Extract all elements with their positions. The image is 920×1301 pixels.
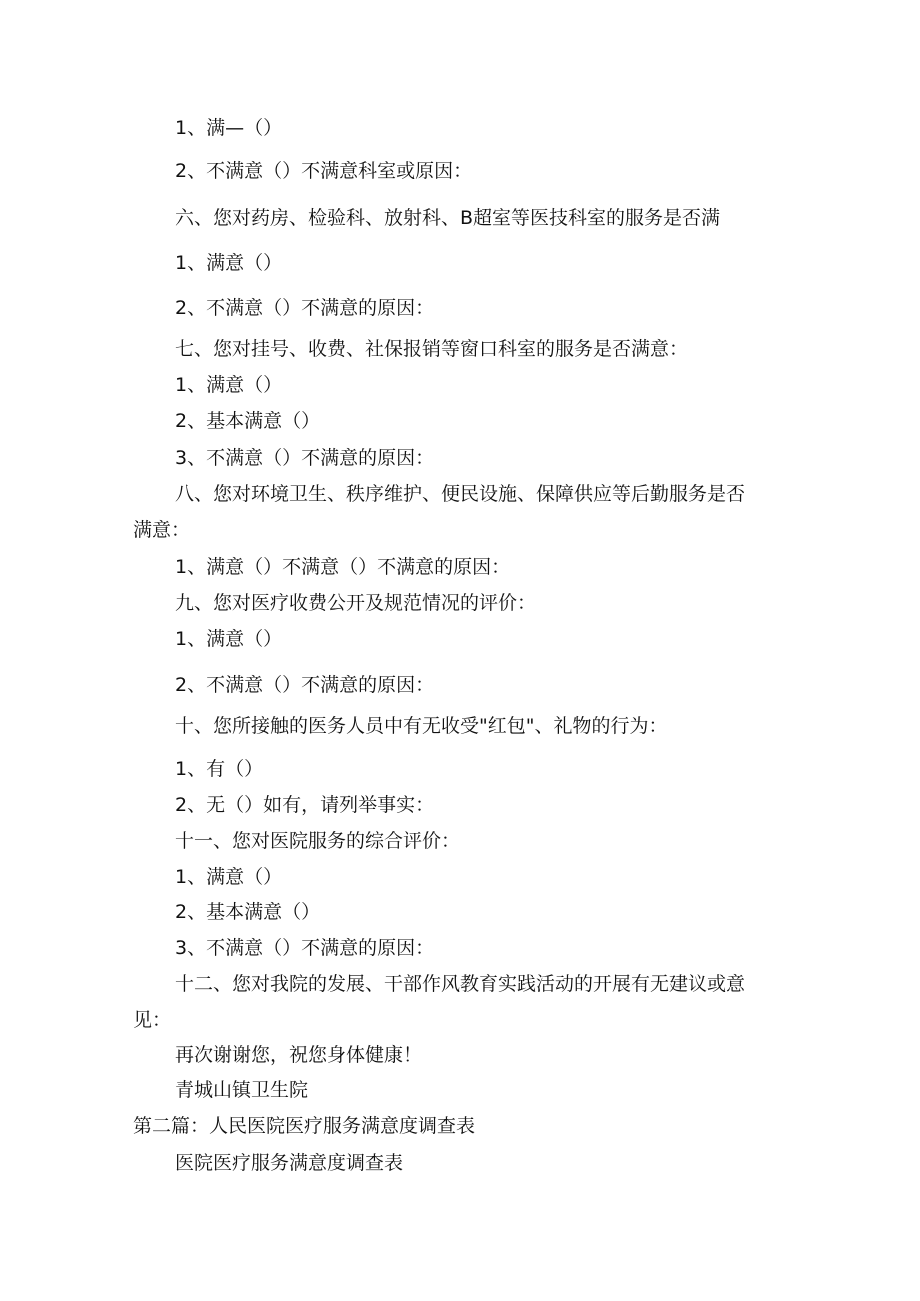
text-line: 2、不满意（）不满意科室或原因： [175, 160, 473, 182]
text-line: 1、满意（） [175, 374, 283, 396]
organization-name: 青城山镇卫生院 [175, 1079, 309, 1101]
text-line: 3、不满意（）不满意的原因： [175, 937, 435, 959]
text-line: 2、基本满意（） [175, 901, 321, 923]
text-line: 1、满意（） [175, 628, 283, 650]
chapter-heading: 第二篇：人民医院医疗服务满意度调查表 [133, 1115, 476, 1137]
text-line: 1、满—（） [175, 117, 283, 139]
text-line: 2、不满意（）不满意的原因： [175, 297, 435, 319]
section-heading: 七、您对挂号、收费、社保报销等窗口科室的服务是否满意： [175, 338, 689, 360]
text-line: 2、不满意（）不满意的原因： [175, 674, 435, 696]
text-line: 1、满意（） [175, 252, 283, 274]
text-line: 1、满意（）不满意（）不满意的原因： [175, 556, 511, 578]
document-title: 医院医疗服务满意度调查表 [175, 1152, 404, 1174]
text-line: 2、基本满意（） [175, 410, 321, 432]
section-heading-continuation: 满意： [133, 519, 191, 541]
section-heading: 十一、您对医院服务的综合评价： [175, 830, 461, 852]
section-heading: 六、您对药房、检验科、放射科、B超室等医技科室的服务是否满 [175, 207, 721, 229]
section-heading: 十、您所接触的医务人员中有无收受"红包"、礼物的行为： [175, 715, 668, 737]
text-line: 1、满意（） [175, 866, 283, 888]
section-heading: 八、您对环境卫生、秩序维护、便民设施、保障供应等后勤服务是否 [175, 483, 746, 505]
section-heading-continuation: 见： [133, 1009, 172, 1031]
closing-text: 再次谢谢您，祝您身体健康！ [175, 1044, 423, 1066]
text-line: 3、不满意（）不满意的原因： [175, 447, 435, 469]
text-line: 2、无（）如有，请列举事实： [175, 794, 435, 816]
text-line: 1、有（） [175, 758, 264, 780]
section-heading: 十二、您对我院的发展、干部作风教育实践活动的开展有无建议或意 [175, 973, 746, 995]
section-heading: 九、您对医疗收费公开及规范情况的评价： [175, 592, 537, 614]
